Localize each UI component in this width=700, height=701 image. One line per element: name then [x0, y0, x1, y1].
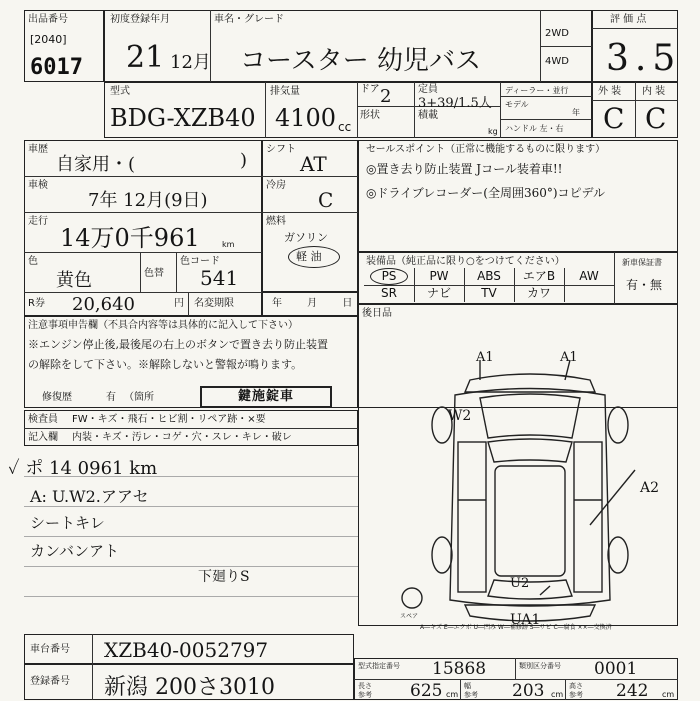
load-unit: kg: [488, 127, 498, 136]
equip-pw: PW: [429, 269, 449, 283]
shaken-label: 車検: [28, 180, 48, 191]
usage-label: 車歴: [28, 144, 48, 155]
spare-label: スペア: [400, 613, 419, 620]
doors-value: 2: [380, 86, 392, 107]
type-designation-value: 15868: [432, 659, 487, 679]
ac-label: 冷房: [266, 180, 286, 191]
mileage-label: 走行: [28, 216, 48, 227]
recycle-value: 20,640: [72, 294, 135, 315]
lot-number: 6017: [30, 55, 83, 80]
plate-label: 登録番号: [30, 676, 70, 687]
name-change-label: 名変期限: [194, 298, 234, 309]
usage-close: ): [240, 150, 248, 171]
front-bumper: [465, 374, 595, 392]
equipment-title: 装備品（純正品に限り○をつけてください）: [366, 256, 565, 267]
equip-airbag: エアB: [522, 269, 556, 283]
warranty-label: 新車保証書: [622, 258, 662, 267]
lot-label: 出品番号: [28, 14, 68, 25]
sales-line2: ◎ドライブレコーダー(全周囲360°)コピデル: [366, 186, 605, 200]
height-unit: cm: [662, 690, 675, 699]
mileage-value: 14万0千961: [60, 224, 200, 252]
sales-line1: ◎置き去り防止装置 Jコール装着車!!: [366, 162, 563, 176]
interior-note-items: 内装・キズ・汚レ・コゲ・穴・スレ・キレ・破レ: [72, 432, 292, 443]
doors-label: ドア: [360, 84, 380, 95]
chassis-label: 車台番号: [30, 644, 70, 655]
ps-circled: [370, 268, 408, 285]
color-value: 黄色: [56, 270, 92, 291]
width-unit: cm: [551, 690, 564, 699]
mark-a2: A2: [640, 480, 660, 496]
model-value: BDG-XZB40: [110, 104, 256, 132]
mileage-unit: km: [222, 240, 235, 249]
locked-car-stamp: 鍵施錠車: [200, 386, 332, 408]
repair-location: （箇所: [124, 392, 154, 403]
equip-aw: AW: [579, 269, 599, 283]
length-ref: 参考: [358, 691, 372, 699]
remarks-line3: シートキレ: [30, 514, 105, 532]
type-designation-label: 型式指定番号: [358, 662, 400, 670]
grade-label: 評 価 点: [610, 14, 647, 25]
repair-has: 有: [106, 392, 116, 403]
fuel-value: ガソリン: [284, 231, 328, 244]
interior-note-label: 記入欄: [28, 432, 58, 443]
color-code-label: 色コード: [180, 256, 220, 267]
mark-a1-left: A1: [476, 350, 494, 365]
mark-w2: W2: [448, 408, 472, 424]
height-value: 242: [616, 681, 649, 701]
vehicle-name: コースター 幼児バス: [240, 46, 481, 76]
rear-window: [488, 580, 572, 599]
remarks-line5: 下廻りS: [198, 569, 250, 585]
model-year-label: モデル: [505, 100, 529, 109]
windshield: [488, 439, 572, 462]
height-label: 高さ: [569, 682, 583, 690]
first-reg-label: 初度登録年月: [110, 14, 170, 25]
shaken-value: 7年 12月(9日): [88, 190, 208, 211]
name-change-date: 年 月 日: [272, 298, 353, 309]
width-ref: 参考: [464, 691, 478, 699]
body-outline: [450, 389, 610, 607]
equipment-grid: [364, 268, 614, 302]
plate-value: 新潟 200さ3010: [104, 675, 275, 700]
equip-ps: PS: [381, 269, 397, 283]
warranty-value: 有・無: [626, 278, 663, 292]
mark-ua1: UA1: [510, 612, 541, 628]
ac-value: C: [318, 188, 334, 212]
sales-title: セールスポイント（正常に機能するものに限ります）: [366, 144, 606, 155]
chassis-value: XZB40-0052797: [104, 638, 269, 662]
dealer-label: ディーラー・並行: [505, 86, 569, 95]
wheel-fr: [608, 407, 628, 443]
usage-value: 自家用・(: [56, 154, 136, 175]
mark-u2: U2: [510, 576, 530, 591]
notes-title: 注意事項申告欄（不具合内容等は具体的に記入して下さい）: [28, 320, 298, 331]
interior-label: 内 装: [642, 86, 666, 97]
color-code-value: 541: [200, 266, 239, 290]
notes-line2: の解除をして下さい。※解除しないと警報が鳴ります。: [28, 358, 303, 371]
handle-label: ハンドル 左・右: [505, 124, 564, 133]
displacement-label: 排気量: [270, 86, 300, 97]
shape-label: 形状: [360, 110, 380, 121]
wheel-rl: [432, 537, 452, 573]
vehicle-diagram: [400, 350, 660, 640]
model-year-unit: 年: [572, 108, 580, 117]
after-install-label: 後日品: [362, 308, 392, 319]
recycle-unit: 円: [174, 298, 184, 309]
load-label: 積載: [418, 110, 438, 121]
wheel-rr: [608, 537, 628, 573]
roof: [495, 466, 565, 576]
class-value: 0001: [594, 659, 638, 679]
shift-value: AT: [300, 152, 327, 176]
displacement-unit: cc: [338, 120, 352, 134]
capacity-label: 定員: [418, 84, 438, 95]
displacement-value: 4100: [275, 104, 337, 132]
exterior-label: 外 装: [598, 86, 622, 97]
model-label: 型式: [110, 86, 130, 97]
class-label: 類別区分番号: [519, 662, 561, 670]
recycle-label: R券: [28, 298, 45, 309]
color-label: 色: [28, 256, 38, 267]
capacity-value: 3+39/1.5人: [418, 96, 492, 111]
vehicle-name-label: 車名・グレード: [214, 14, 284, 25]
length-label: 長さ: [358, 682, 372, 690]
height-ref: 参考: [569, 691, 583, 699]
trim-color-label: 色替: [144, 268, 164, 279]
hood: [480, 394, 580, 438]
left-side: [458, 442, 486, 592]
interior-value: C: [645, 102, 667, 135]
exterior-value: C: [603, 102, 625, 135]
mark-a1-right: A1: [560, 350, 578, 365]
equip-abs: ABS: [477, 269, 501, 283]
first-reg-year: 21: [126, 40, 165, 75]
remarks-line1: ✓ ポ 14 0961 km: [8, 458, 158, 479]
notes-line1: ※エンジン停止後,最後尾の右上のボタンで置き去り防止装置: [28, 338, 328, 351]
defect-legend: A―キズ E―エクボ U―凹み W―補修跡 S―サビ C―腐食 ××―交換済: [420, 624, 612, 631]
length-value: 625: [410, 681, 443, 701]
fuel-alt: 軽 油: [296, 250, 322, 263]
equip-navi: ナビ: [426, 286, 451, 300]
shift-label: シフト: [266, 144, 296, 155]
first-reg-month: 12月: [170, 52, 211, 73]
right-side: [574, 442, 602, 592]
inspector-label: 検査員: [28, 414, 58, 425]
repair-label: 修復歴: [42, 392, 72, 403]
length-unit: cm: [446, 690, 459, 699]
drive-2wd: 2WD: [545, 28, 569, 39]
drive-4wd: 4WD: [545, 56, 569, 67]
grade-value: 3.5: [606, 38, 682, 79]
equip-leather: カワ: [526, 286, 551, 300]
equip-sr: SR: [381, 286, 397, 300]
width-value: 203: [512, 681, 545, 701]
spare-circle: [402, 588, 422, 608]
equip-tv: TV: [481, 286, 497, 300]
fuel-label: 燃料: [266, 216, 286, 227]
lot-code: [2040]: [30, 33, 67, 46]
inspector-items: FW・キズ・飛石・ヒビ割・リペア跡・×要: [72, 414, 266, 425]
remarks-line4: カンバンアト: [30, 542, 119, 560]
width-label: 幅: [464, 682, 471, 690]
remarks-line2: A: U.W2.アアセ: [30, 487, 149, 506]
